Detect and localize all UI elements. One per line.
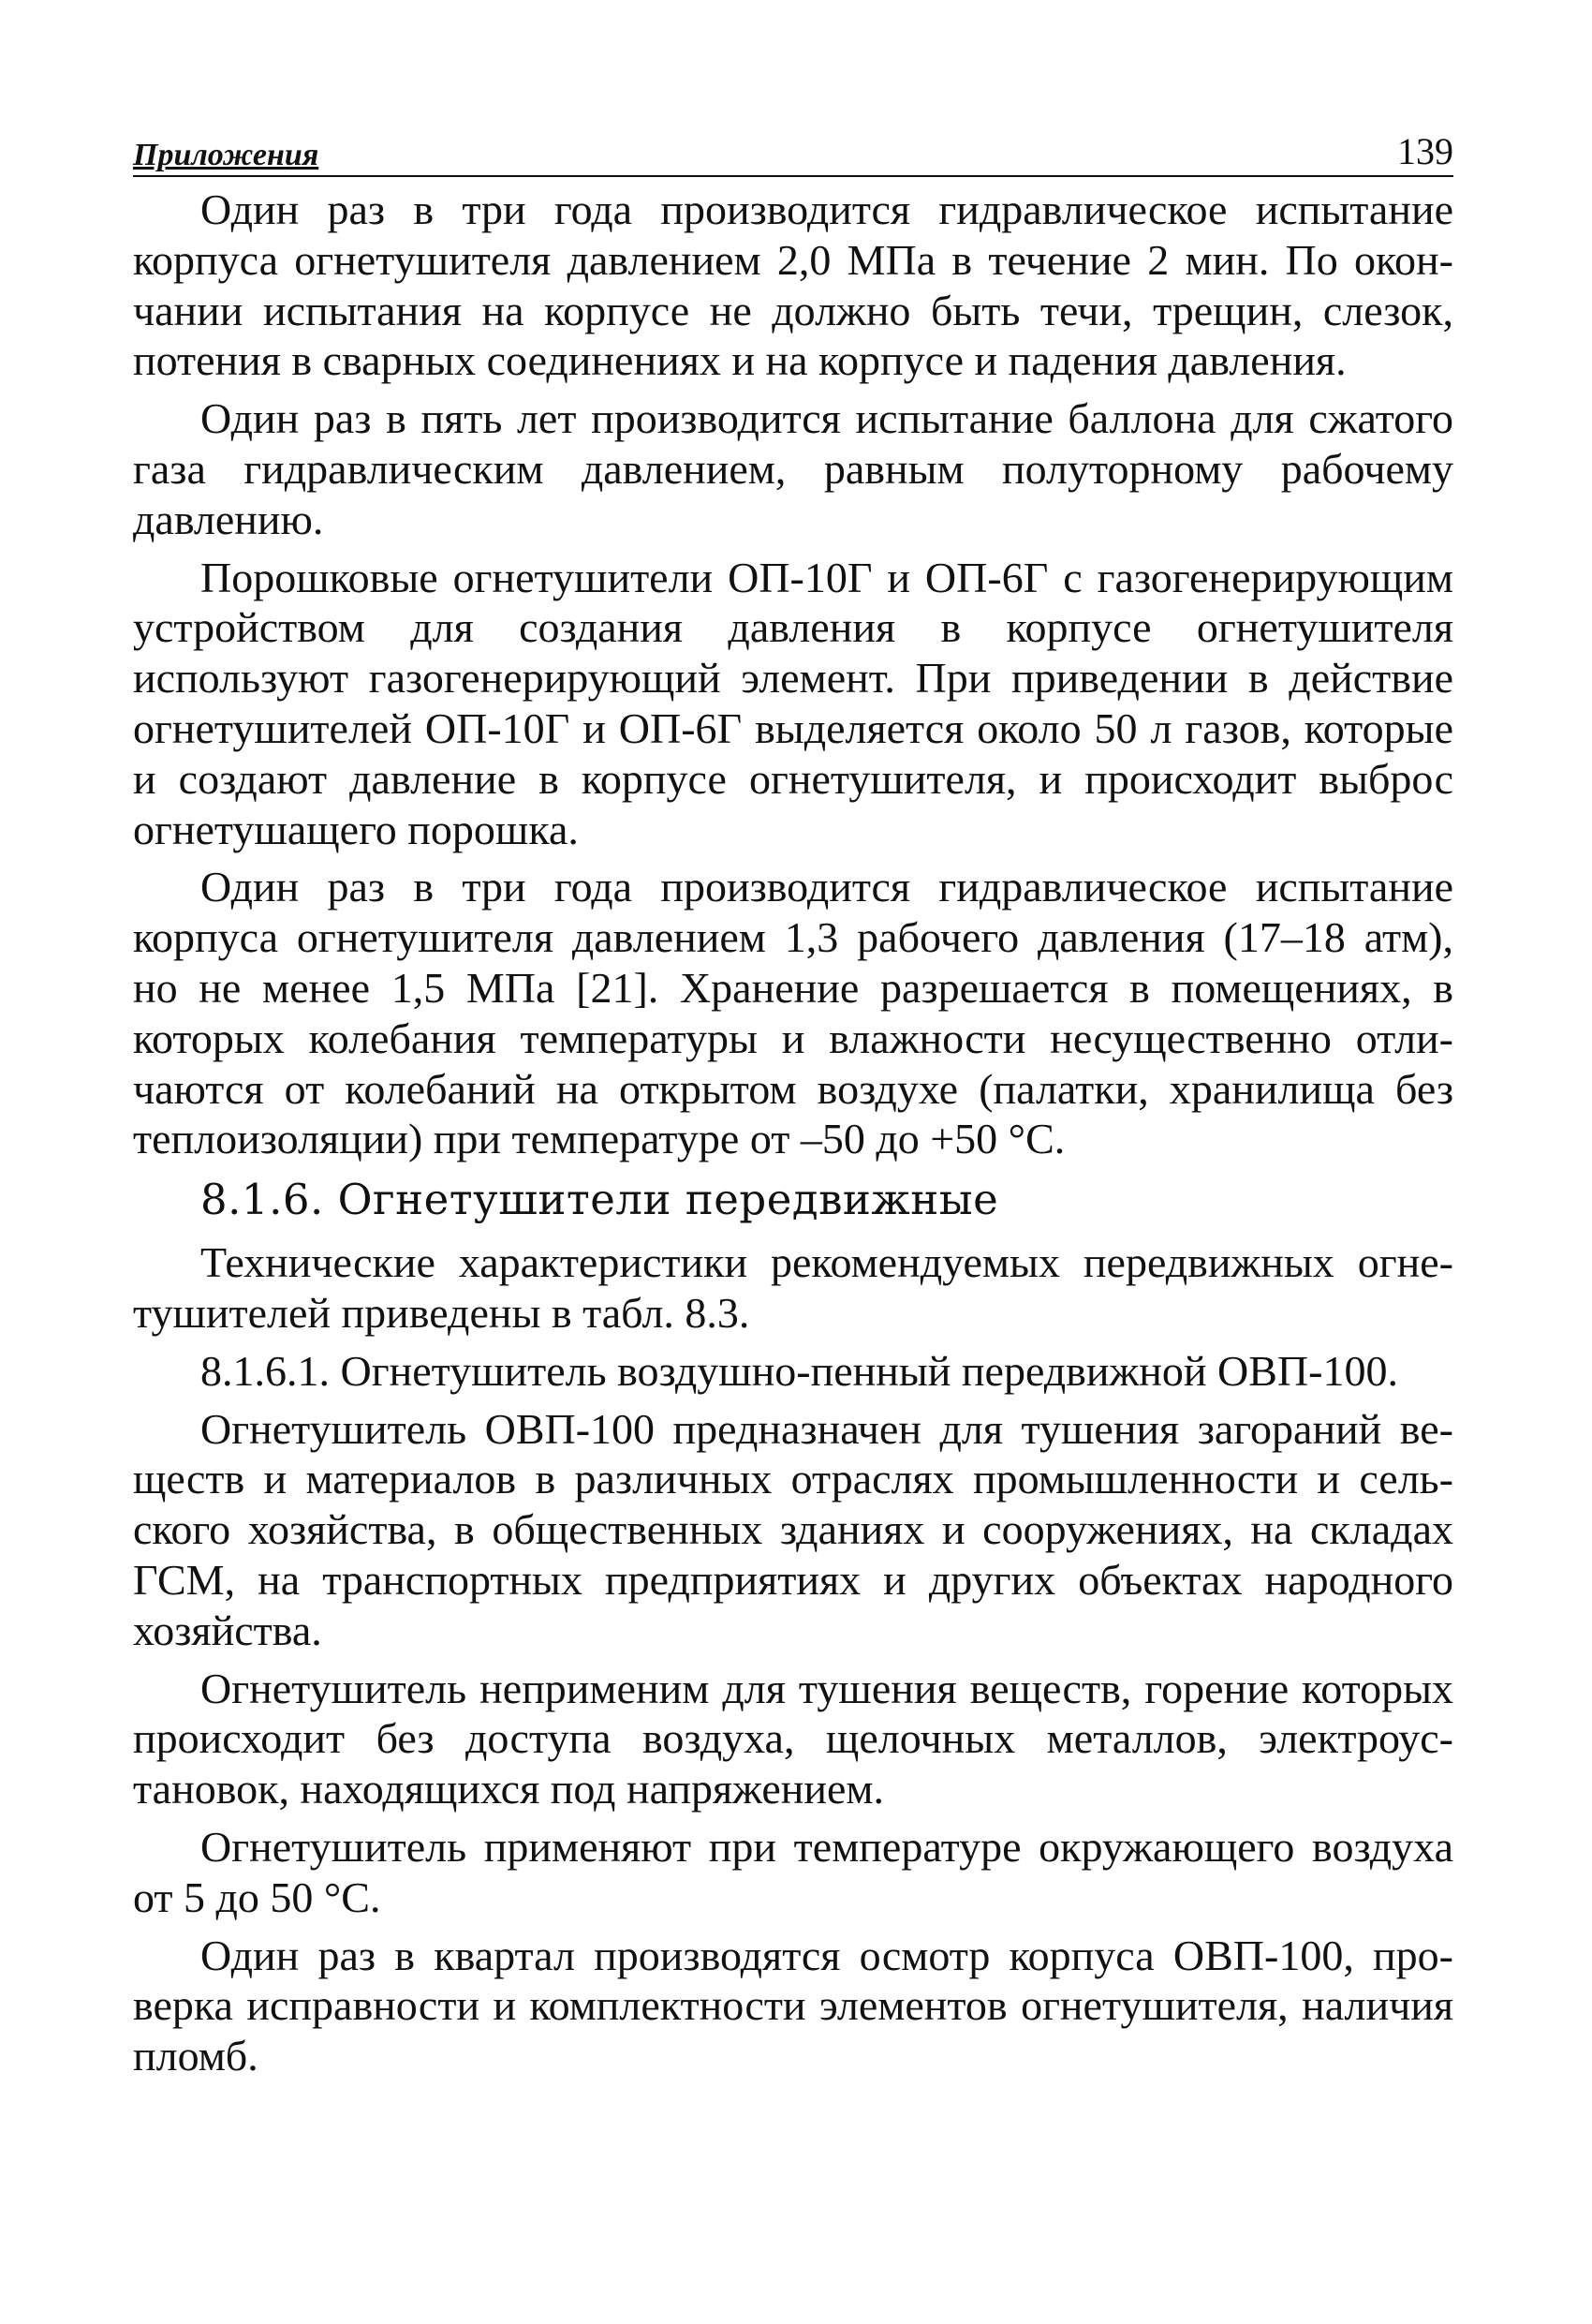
paragraph-ovp-100-purpose: Огнетушитель ОВП-100 предназначен для тушения загораний веществ и материалов в различных отраслях промышленности и сельского хозяйства, в общественных зданиях и сооружениях, на складах ГСМ, на транспортных предприятиях и других объектах народного хозяйства. [133,1404,1453,1654]
page-body [133,185,1453,2081]
running-header [133,126,1453,177]
paragraph-hydraulic-test-3-years: Один раз в три года производится гидравлическое испытание корпуса огнетушителя давлением 2,0 МПа в течение 2 мин. По окончании испытания на корпусе не должно быть течи, трещин, слезок, потения в сварных соединениях и на корпусе и падения давления. [133,185,1453,385]
paragraph-hydraulic-test-storage: Один раз в три года производится гидравлическое испытание корпуса огнетушителя давлением 1,3 рабочего давления (17–18 атм), но не менее 1,5 МПа [21]. Хранение разрешается в помещениях, в которых колебания температуры и влажности несущественно отличаются от колебаний на открытом воздухе (палатки, хранилища без теплоизоляции) при температуре от –50 до +50 °С. [133,863,1453,1163]
paragraph-ovp-100-inspection: Один раз в квартал производятся осмотр корпуса ОВП-100, проверка исправности и комплектности элементов огнетушителя, наличия пломб. [133,1931,1453,2080]
paragraph-subsection-ovp-100: 8.1.6.1. Огнетушитель воздушно-пенный передвижной ОВП-100. [200,1346,1398,1395]
paragraph-cylinder-test-5-years: Один раз в пять лет производится испытание баллона для сжатого газа гидравлическим давлением, равным полуторному рабочему давлению. [133,394,1453,543]
book-page [133,126,1453,2089]
section-heading: 8.1.6. Огнетушители передвижные [200,1175,999,1225]
paragraph-ovp-100-temperature: Огнетушитель применяют при температуре окружающего воздуха от 5 до 50 °С. [133,1822,1453,1921]
paragraph-specs-table-ref: Технические характеристики рекомендуемых передвижных огнетушителей приведены в табл. 8.3. [133,1238,1453,1337]
paragraph-ovp-100-not-applicable: Огнетушитель неприменим для тушения веществ, горение которых происходит без доступа воздуха, щелочных металлов, электроустановок, находящихся под напряжением. [133,1664,1453,1813]
paragraph-powder-extinguishers: Порошковые огнетушители ОП-10Г и ОП-6Г с газогенерирующим устройством для создания давления в корпусе огнетушителя используют газогенерирующий элемент. При приведении в действие огнетушителей ОП-10Г и ОП-6Г выделяется около 50 л газов, которые и создают давление в корпусе огнетушителя, и происходит выброс огнетушащего порошка. [133,553,1453,853]
header-title: Приложения [133,138,319,172]
page-number: 139 [1397,130,1453,172]
